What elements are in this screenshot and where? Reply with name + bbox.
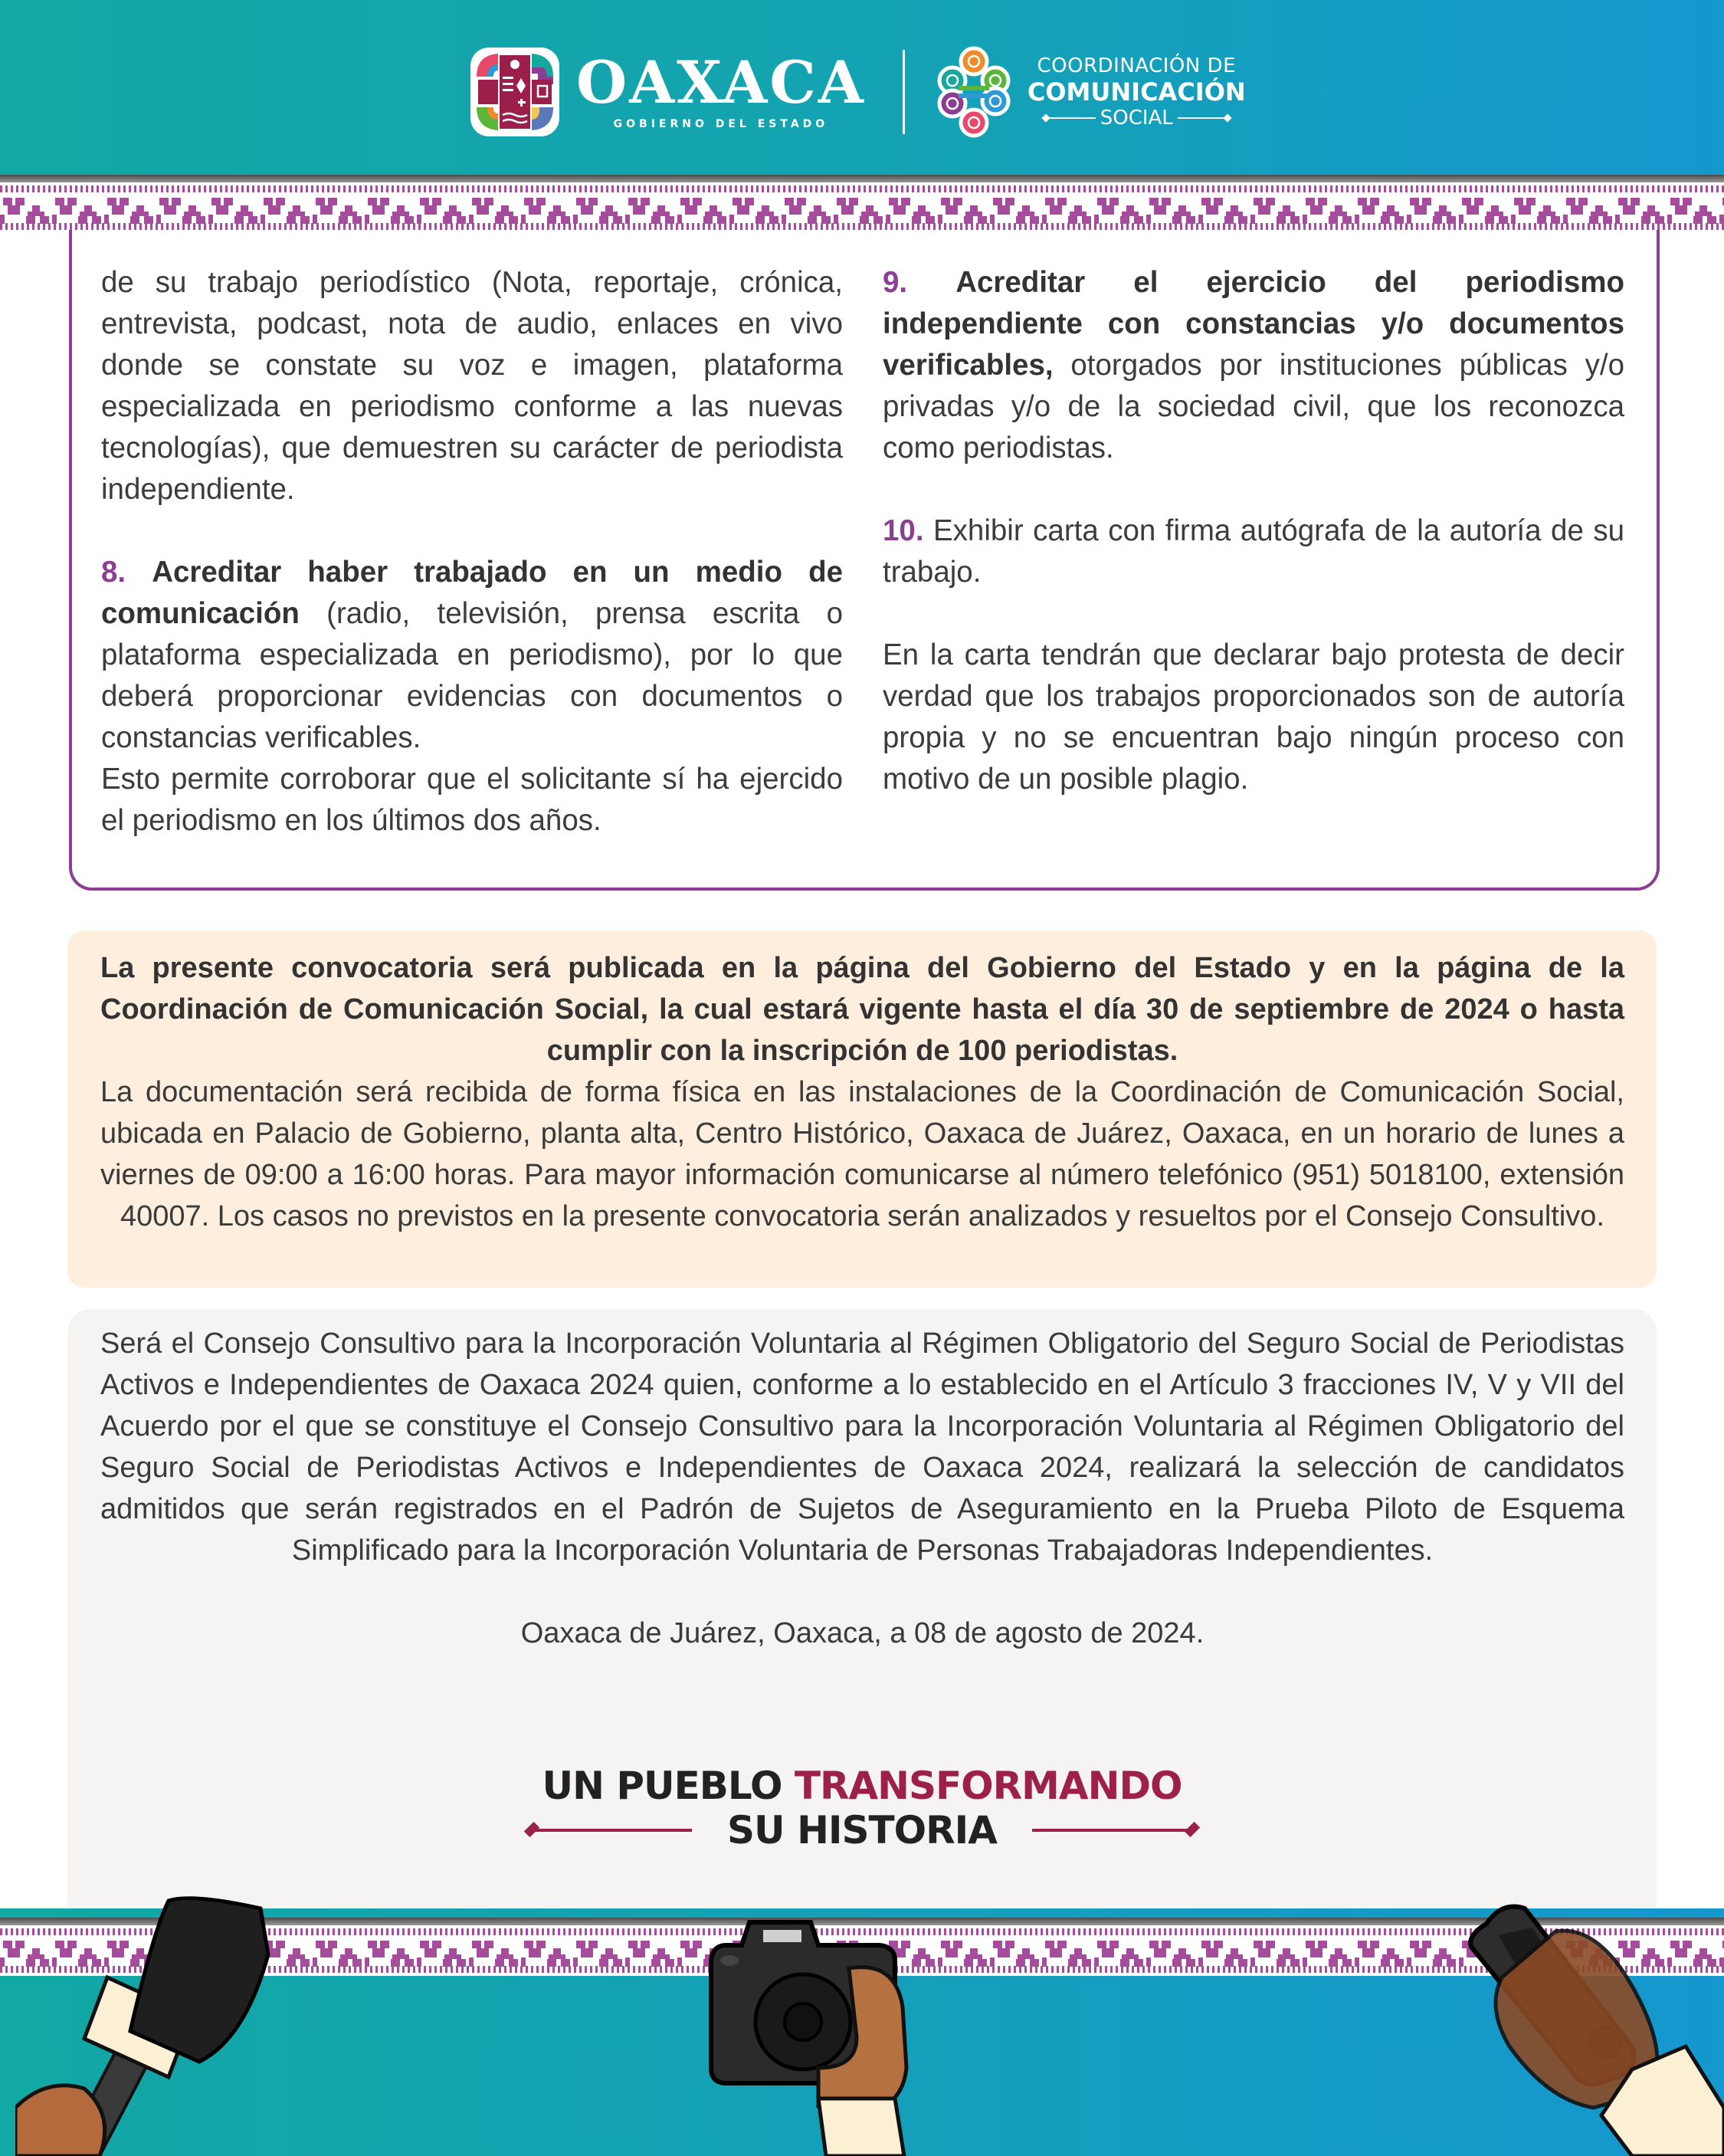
comm-line-3: [1041, 107, 1233, 130]
slogan: [0, 1764, 1724, 1852]
page-header: [0, 0, 1724, 175]
requirements-right-column: [883, 262, 1624, 842]
requirement-8: [101, 552, 843, 759]
requirement-9-bold: Acreditar el ejercicio del periodismo independiente con constancias y/o documentos verificables,: [883, 266, 1624, 382]
requirement-8-note: Esto permite corroborar que el solicitante sí ha ejercido el periodismo en los últimos dos años.: [101, 763, 843, 837]
oaxaca-emblem-icon: [469, 46, 561, 138]
requirement-10-text: Exhibir carta con firma autógrafa de la autoría de su trabajo.: [883, 514, 1624, 589]
requirement-number: 8.: [101, 556, 126, 589]
requirement-10: [883, 510, 1624, 593]
textile-ticks: [0, 185, 1724, 192]
comunicacion-social-icon: [936, 46, 1012, 138]
issue-date: Oaxaca de Juárez, Oaxaca, a 08 de agosto de 2024.: [520, 1617, 1205, 1649]
arrow-right-decor: [1178, 117, 1228, 119]
slogan-part-3: SU HISTORIA: [727, 1808, 997, 1852]
camera-hand-icon: [703, 1899, 933, 2156]
slogan-part-2: TRANSFORMANDO: [794, 1764, 1182, 1808]
publication-notice: [67, 930, 1657, 1288]
requirement-number: 9.: [883, 266, 908, 299]
arrow-left-decor: [1045, 117, 1096, 119]
textile-ticks: [0, 223, 1724, 230]
slogan-line-2: [531, 1809, 1193, 1852]
comm-line-3-text: SOCIAL: [1100, 107, 1173, 130]
requirement-number: 10.: [883, 514, 924, 547]
requirement-9-text: otorgados por instituciones públicas y/o privadas y/o de la sociedad civil, que los reconozca como periodistas.: [883, 349, 1624, 464]
requirement-8-bold: Acreditar haber trabajado en un medio de comunicación: [101, 556, 843, 630]
slogan-part-1: UN PUEBLO: [542, 1764, 795, 1808]
slogan-line-1: [542, 1764, 1182, 1807]
requirements-box: [69, 230, 1660, 891]
textile-pattern-icon: [0, 198, 1724, 224]
requirement-8-text: (radio, televisión, prensa escrita o plataforma especializada en periodismo), por lo que deberá proporcionar evidencias con documentos o constancias verificables.: [101, 597, 843, 754]
council-body: Será el Consejo Consultivo para la Incorporación Voluntaria al Régimen Obligatorio del Seguro Social de Periodistas Activos e Independientes de Oaxaca 2024 quien, conforme a lo establecido en el Artículo 3 fracciones IV, V y VII del Acuerdo por el que se constituye el Consejo Consultivo para la Incorporación Voluntaria al Régimen Obligatorio del Seguro Social de Periodistas Activos e Independientes de Oaxaca 2024, realizará la selección de candidatos admitidos que serán registrados en el Padrón de Sujetos de Aseguramiento en la Prueba Piloto de Esquema Simplificado para la Incorporación Voluntaria de Personas Trabajadoras Independientes.: [100, 1327, 1624, 1567]
notice-headline: La presente convocatoria será publicada en la página del Gobierno del Estado y en la página de la Coordinación de Comunicación Social, la cual estará vigente hasta el día 30 de septiembre de 2024 o hasta cumplir con la inscripción de 100 periodistas.: [100, 952, 1624, 1067]
comm-line-1: COORDINACIÓN DE: [1037, 54, 1237, 77]
textile-band-top: [0, 175, 1724, 233]
diamond-rule-right-icon: [1032, 1829, 1193, 1832]
header-logos: [469, 46, 1246, 138]
comunicacion-social-wordmark: [1028, 54, 1246, 130]
oaxaca-wordmark: [576, 48, 866, 130]
gov-subtitle: GOBIERNO DEL ESTADO: [613, 118, 829, 130]
microphone-hand-icon: [15, 1885, 276, 2156]
logo-divider: [903, 50, 905, 134]
letter-note: En la carta tendrán que declarar bajo protesta de decir verdad que los trabajos proporcionados son de autoría propia y no se encuentran bajo ningún proceso con motivo de un posible plagio.: [883, 638, 1624, 796]
voice-recorder-hand-icon: [1440, 1893, 1724, 2156]
comm-line-2: COMUNICACIÓN: [1027, 77, 1246, 107]
notice-body: La documentación será recibida de forma física en las instalaciones de la Coordinación de Comunicación Social, ubicada en Palacio de Gobierno, planta alta, Centro Histórico, Oaxaca de Juárez, Oaxaca, en un horario de lunes a viernes de 09:00 a 16:00 horas. Para mayor información comunicarse al número telefónico (951) 5018100, extensión 40007. Los casos no previstos en la presente convocatoria serán analizados y resueltos por el Consejo Consultivo.: [100, 1076, 1624, 1232]
requirement-7-continuation: de su trabajo periodístico (Nota, reportaje, crónica, entrevista, podcast, nota de audio, enlaces en vivo donde se constate su voz e imagen, plataforma especializada en periodismo conforme a las nuevas tecnologías), que demuestren su carácter de periodista independiente.: [101, 266, 843, 506]
gov-name: OAXACA: [576, 48, 866, 116]
requirements-left-column: [101, 262, 843, 883]
requirement-9: [883, 262, 1624, 469]
diamond-rule-left-icon: [531, 1829, 692, 1832]
